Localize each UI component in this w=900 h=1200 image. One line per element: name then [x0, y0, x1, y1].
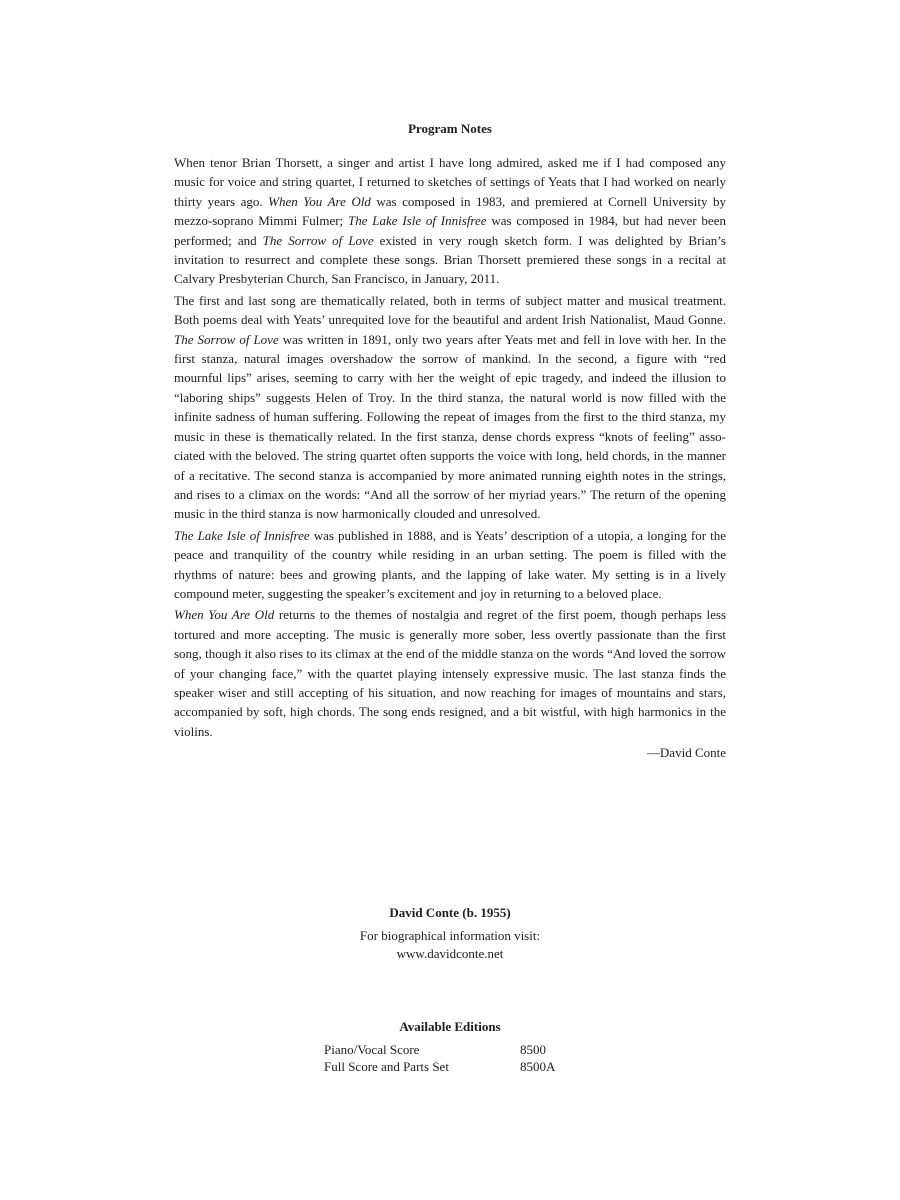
editions-table [324, 1041, 555, 1075]
bio-info-line: For biographical information visit: [359, 928, 541, 943]
editions-heading: Available Editions [399, 1019, 501, 1034]
work-title-text: The Lake Isle of Innisfree [174, 527, 310, 543]
paragraph-text: was published in 1888, and is Yeats’ description of a utopia, a longing for the peace and tranquility of the country while residing in an urban setting. The poem is filled with the rhythms of nature: bees and growing plants, and the lapping of lake water. My setting is in a lively compound meter, suggesting the speaker’s excitement and joy in returning to a beloved place. [174, 527, 726, 601]
paragraph-text: When tenor Brian Thorsett, a singer and artist I have long admired, asked me if I had composed any music for voice and string quartet, I returned to sketches of settings of Yeats that I had worked on nearly thirty years ago. [174, 155, 726, 209]
notes-paragraph [174, 153, 726, 289]
paragraph-text: was composed in 1984, but had never been performed; and [174, 213, 726, 248]
edition-row [324, 1041, 555, 1058]
work-title-text: When You Are Old [268, 193, 371, 209]
program-notes-title: Program Notes [408, 121, 492, 136]
paragraph-text: The first and last song are thematically related, both in terms of subject matter and musical treatment. Both poems deal with Yeats’ unrequited love for the beautiful and ardent Irish Nationalist, Maud Gonne. [174, 292, 726, 328]
work-title-text: When You Are Old [174, 607, 275, 623]
composer-name: David Conte (b. 1955) [389, 905, 511, 920]
paragraph-text: returns to the themes of nostalgia and regret of the first poem, though perhaps less tortured and more accepting. The music is generally more sober, less overtly passionate than the first song, though it also rises to its climax at the end of the middle stanza on the words “And loved the sorrow of your changing face,” with the quartet playing intensely expressive music. The last stanza finds the speaker wiser and still accepting of his situation, and now reaching for images of mountains and stars, accompanied by soft, high chords. The song ends resigned, and a bit wistful, with high harmonics in the violins. [174, 607, 726, 739]
available-editions-section [174, 1019, 726, 1075]
work-title-text: The Lake Isle of Innisfree [347, 213, 487, 229]
paragraph-text: was composed in 1983, and premiered at Cornell University by mezzo-soprano Mimmi Fulmer; [174, 193, 726, 229]
notes-paragraph [174, 526, 726, 604]
program-notes-section [174, 121, 726, 762]
edition-label: Full Score and Parts Set [324, 1059, 449, 1074]
program-notes-body [174, 153, 726, 741]
paragraph-text: existed in very rough sketch form. I was delighted by Brian’s invitation to resurrect and complete these songs. Brian Thorsett premiered these songs in a recital at Calvary Presbyterian Church, San Francisco, in January, 2011. [174, 232, 726, 287]
edition-row [324, 1058, 555, 1075]
composer-website-link[interactable]: www.davidconte.net [396, 946, 504, 961]
work-title-text: The Sorrow of Love [262, 232, 374, 248]
edition-code: 8500 [520, 1042, 546, 1057]
paragraph-text: was written in 1891, only two years after Yeats met and fell in love with her. In the first stanza, natural images overshadow the sorrow of mankind. In the second, a figure with “red mournful lips” arises, seeming to carry with her the weight of epic tragedy, and indeed the illusion to “laboring ships” suggests Helen of Troy. In the third stanza, the natural world is now filled with the infinite sadness of human suffering. Following the repeat of images from the first to the third stanza, my music in these is thematically related. In the first stanza, dense chords express “knots of feeling” associated with the beloved. The string quartet often supports the voice with long, held chords, in the manner of a recitative. The second stanza is accompanied by more animated running eighth notes in the strings, and rises to a climax on the words: “And all the sorrow of her myriad years.” The return of the opening music in the third stanza is now harmonically clouded and unresolved. [174, 331, 726, 522]
notes-paragraph [174, 291, 726, 524]
author-signature: —David Conte [646, 745, 726, 761]
composer-bio-section [174, 904, 726, 963]
edition-label: Piano/Vocal Score [324, 1042, 420, 1057]
edition-code: 8500A [520, 1059, 556, 1074]
work-title-text: The Sorrow of Love [174, 331, 279, 347]
notes-paragraph [174, 605, 726, 741]
